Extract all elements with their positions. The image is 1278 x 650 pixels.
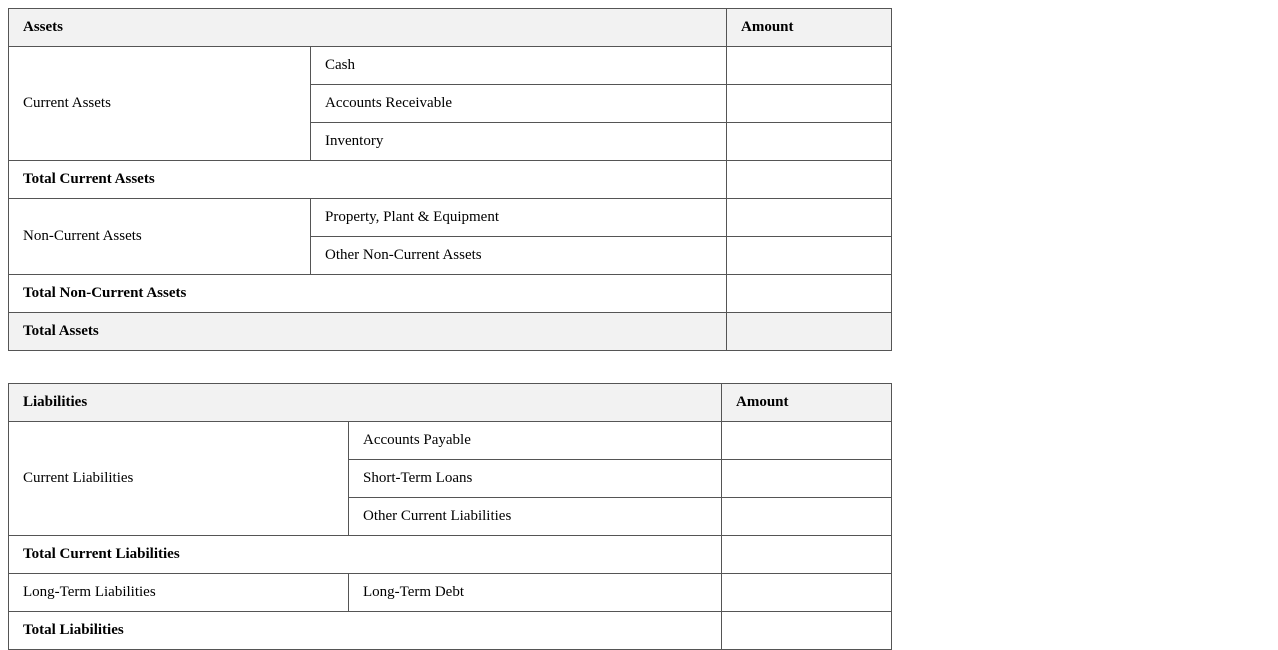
- total-non-current-assets-label: Total Non-Current Assets: [9, 275, 727, 313]
- long-term-debt-label: Long-Term Debt: [349, 574, 722, 612]
- other-non-current-assets-amount: [727, 237, 892, 275]
- total-liabilities-label: Total Liabilities: [9, 612, 722, 650]
- accounts-payable-amount: [722, 422, 892, 460]
- total-current-assets-amount: [727, 161, 892, 199]
- table-row: [9, 161, 892, 199]
- other-current-liabilities-amount: [722, 498, 892, 536]
- liabilities-header-label: Liabilities: [9, 384, 722, 422]
- inventory-label: Inventory: [311, 123, 727, 161]
- table-row: [9, 275, 892, 313]
- balance-sheet: [8, 8, 891, 650]
- total-assets-amount: [727, 313, 892, 351]
- ppe-amount: [727, 199, 892, 237]
- short-term-loans-label: Short-Term Loans: [349, 460, 722, 498]
- total-current-liabilities-label: Total Current Liabilities: [9, 536, 722, 574]
- total-current-assets-label: Total Current Assets: [9, 161, 727, 199]
- cash-amount: [727, 47, 892, 85]
- assets-header-amount: Amount: [727, 9, 892, 47]
- current-liabilities-label: Current Liabilities: [9, 422, 349, 536]
- other-current-liabilities-label: Other Current Liabilities: [349, 498, 722, 536]
- liabilities-header-row: [9, 384, 892, 422]
- other-non-current-assets-label: Other Non-Current Assets: [311, 237, 727, 275]
- total-liabilities-amount: [722, 612, 892, 650]
- assets-header-label: Assets: [9, 9, 727, 47]
- table-row: [9, 422, 892, 460]
- accounts-receivable-amount: [727, 85, 892, 123]
- table-row: [9, 574, 892, 612]
- table-row: [9, 47, 892, 85]
- short-term-loans-amount: [722, 460, 892, 498]
- accounts-receivable-label: Accounts Receivable: [311, 85, 727, 123]
- ppe-label: Property, Plant & Equipment: [311, 199, 727, 237]
- inventory-amount: [727, 123, 892, 161]
- accounts-payable-label: Accounts Payable: [349, 422, 722, 460]
- liabilities-header-amount: Amount: [722, 384, 892, 422]
- non-current-assets-label: Non-Current Assets: [9, 199, 311, 275]
- table-row: [9, 612, 892, 650]
- long-term-debt-amount: [722, 574, 892, 612]
- current-assets-label: Current Assets: [9, 47, 311, 161]
- total-assets-label: Total Assets: [9, 313, 727, 351]
- table-row: [9, 536, 892, 574]
- table-row: [9, 313, 892, 351]
- assets-table: [8, 8, 892, 351]
- table-row: [9, 199, 892, 237]
- cash-label: Cash: [311, 47, 727, 85]
- liabilities-table: [8, 383, 892, 650]
- total-non-current-assets-amount: [727, 275, 892, 313]
- long-term-liabilities-label: Long-Term Liabilities: [9, 574, 349, 612]
- total-current-liabilities-amount: [722, 536, 892, 574]
- assets-header-row: [9, 9, 892, 47]
